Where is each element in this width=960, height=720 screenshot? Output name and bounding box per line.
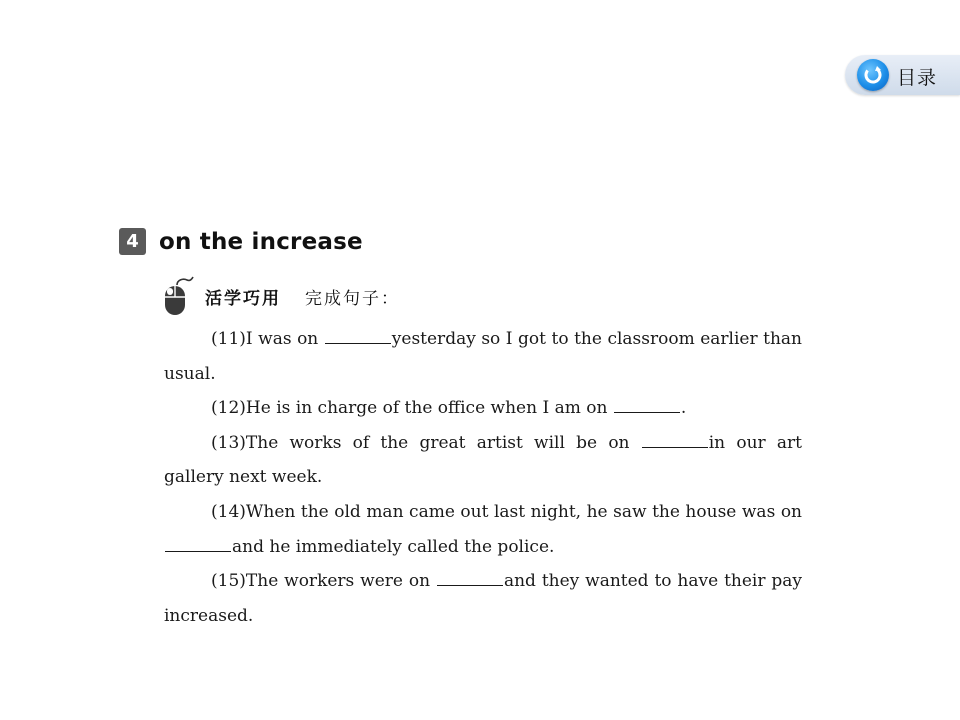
- answer-blank[interactable]: [614, 395, 680, 413]
- mouse-icon: [163, 276, 195, 316]
- exercise-item-13: [164, 426, 802, 495]
- exercise-number: (12): [211, 398, 246, 419]
- exercise-item-14: [164, 495, 802, 564]
- refresh-circle-icon: [857, 59, 889, 91]
- exercise-item-15: [164, 564, 802, 633]
- exercise-item-12: [164, 391, 802, 426]
- exercise-number: (11): [211, 329, 246, 349]
- exercise-text-after: yesterday so I got to the classroom earlier than usual.: [164, 329, 802, 384]
- section-number-badge: 4: [119, 228, 146, 255]
- exercise-text-before: He is in charge of the office when I am on: [245, 398, 613, 419]
- practice-instruction: 完成句子：: [305, 288, 400, 309]
- table-of-contents-button[interactable]: [845, 55, 960, 95]
- exercise-text-before: When the old man came out last night, he saw the house was on: [245, 501, 802, 522]
- exercise-text-before: The works of the great artist will be on: [245, 432, 641, 453]
- exercise-text-before: The workers were on: [245, 571, 436, 592]
- practice-header: [163, 276, 400, 316]
- exercise-list: [164, 322, 802, 633]
- exercise-text-after: and he immediately called the police.: [232, 536, 555, 557]
- answer-blank[interactable]: [165, 534, 231, 552]
- exercise-text-after: .: [680, 398, 687, 419]
- exercise-text-after: in our art gallery next week.: [164, 432, 802, 488]
- section-heading: [119, 228, 363, 255]
- exercise-number: (15): [211, 571, 246, 592]
- exercise-item-11: [164, 322, 802, 391]
- table-of-contents-label: 目录: [897, 67, 938, 89]
- answer-blank[interactable]: [437, 568, 503, 586]
- exercise-text-after: and they wanted to have their pay increased.: [164, 571, 802, 626]
- exercise-text-before: I was on: [245, 329, 324, 349]
- exercise-number: (14): [211, 501, 246, 522]
- practice-label: 活学巧用: [205, 288, 281, 309]
- answer-blank[interactable]: [642, 430, 708, 448]
- answer-blank[interactable]: [325, 326, 391, 344]
- exercise-number: (13): [211, 432, 246, 453]
- section-title: on the increase: [159, 228, 363, 255]
